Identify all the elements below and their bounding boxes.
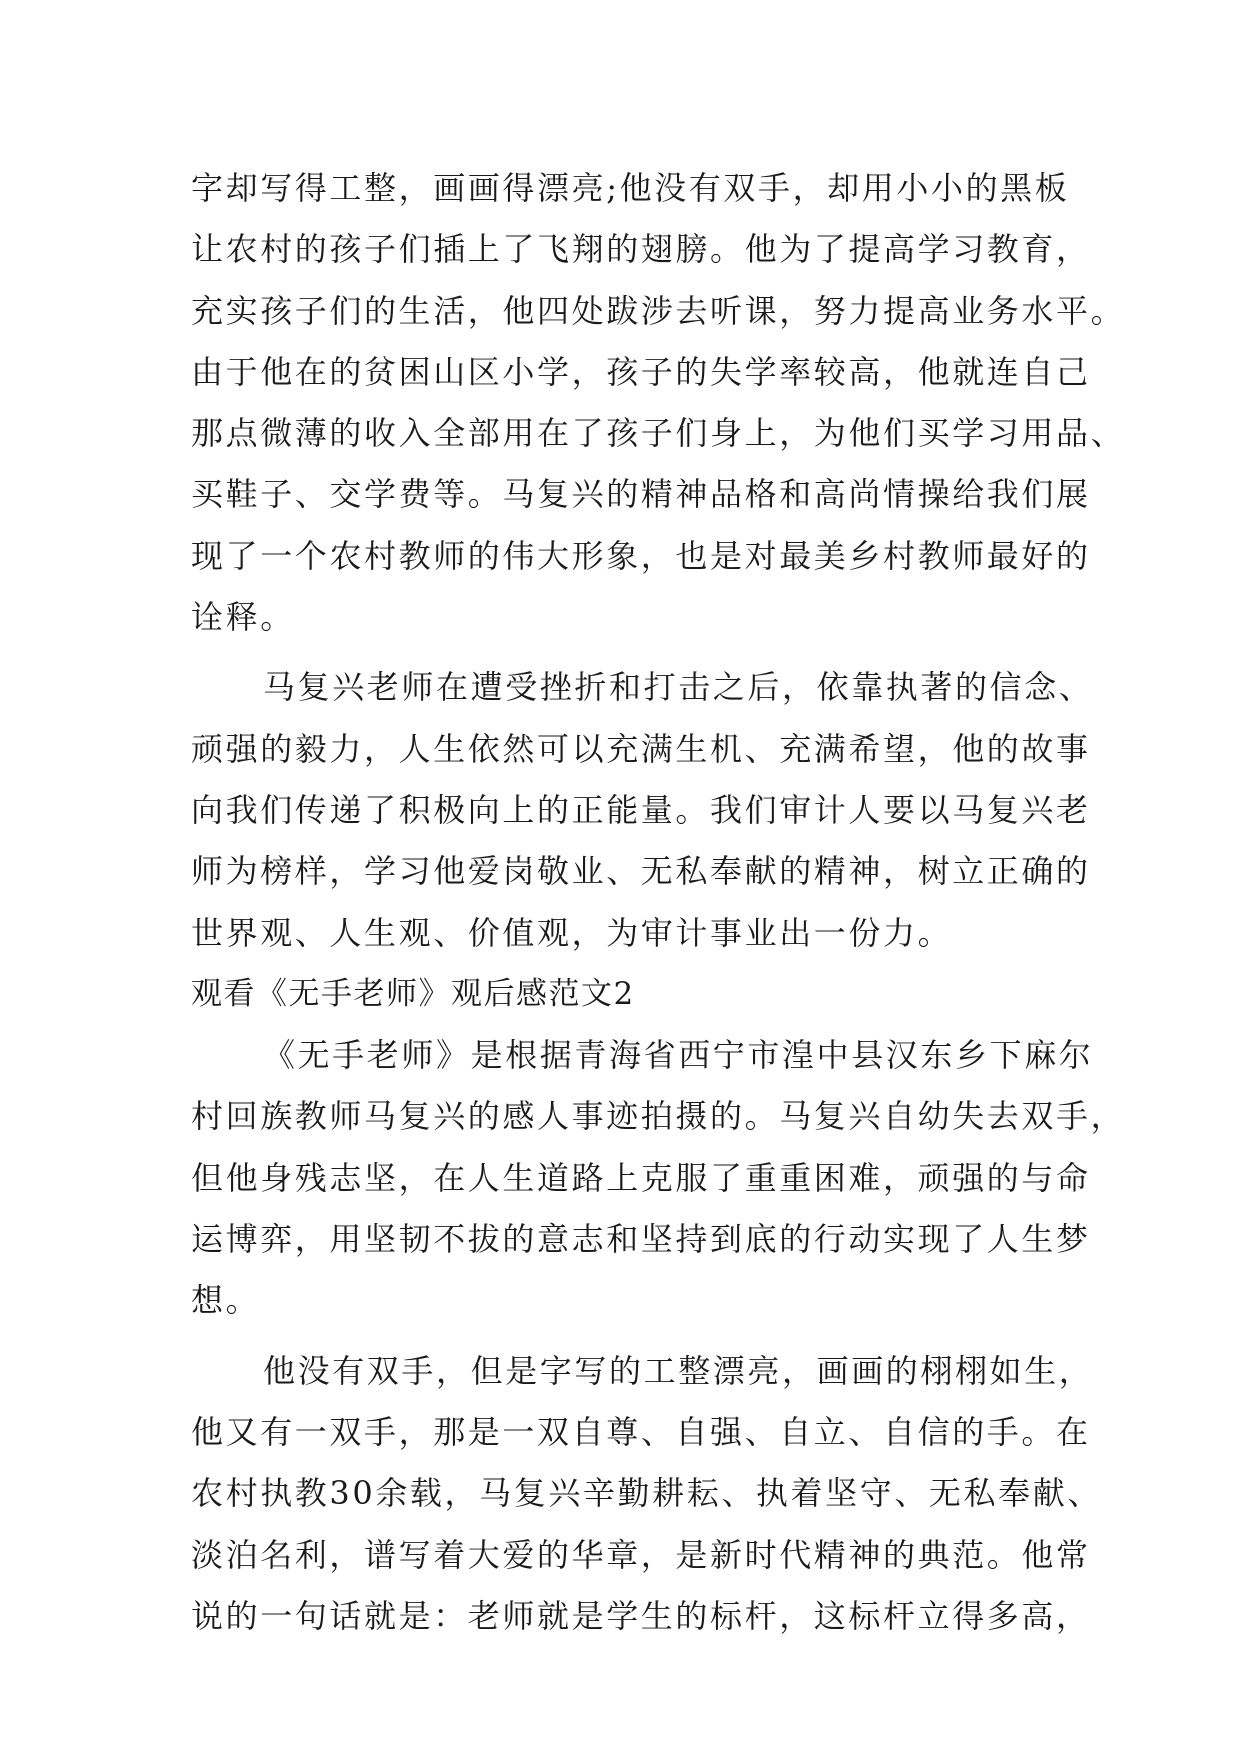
text-line: 村回族教师马复兴的感人事迹拍摄的。马复兴自幼失去双手， — [191, 1097, 1126, 1136]
text-line: 运博弈，用坚韧不拔的意志和坚持到底的行动实现了人生梦 — [191, 1220, 1091, 1259]
document-body — [191, 158, 1126, 1647]
text-line: 诠释。 — [191, 598, 295, 637]
paragraph-4 — [191, 1341, 1102, 1647]
text-line: 想。 — [191, 1281, 261, 1320]
text-line: 说的一句话就是：老师就是学生的标杆，这标杆立得多高， — [191, 1596, 1091, 1635]
section-heading — [191, 964, 1051, 1025]
text-line: 让农村的孩子们插上了飞翔的翅膀。他为了提高学习教育， — [191, 230, 1091, 269]
text-line: 淡泊名利，谱写着大爱的华章，是新时代精神的典范。他常 — [191, 1535, 1091, 1574]
text-line: 农村执教30余载，马复兴辛勤耕耘、执着坚守、无私奉献、 — [191, 1474, 1102, 1513]
paragraph-continued — [191, 158, 1126, 648]
text-line: 向我们传递了积极向上的正能量。我们审计人要以马复兴老 — [191, 790, 1091, 829]
text-line: 世界观、人生观、价值观，为审计事业出一份力。 — [191, 913, 953, 952]
text-line: 但他身残志坚，在人生道路上克服了重重困难，顽强的与命 — [191, 1158, 1091, 1197]
text-line: 字却写得工整，画画得漂亮;他没有双手，却用小小的黑板 — [191, 169, 1070, 207]
text-line: 《无手老师》是根据青海省西宁市湟中县汉东乡下麻尔 — [263, 1036, 1094, 1075]
text-line: 师为榜样，学习他爱岗敬业、无私奉献的精神，树立正确的 — [191, 852, 1091, 891]
text-line: 由于他在的贫困山区小学，孩子的失学率较高，他就连自己 — [191, 352, 1091, 391]
text-line: 他没有双手，但是字写的工整漂亮，画画的栩栩如生， — [263, 1351, 1094, 1390]
text-line: 他又有一双手，那是一双自尊、自强、自立、自信的手。在 — [191, 1412, 1091, 1451]
paragraph-2 — [191, 657, 1094, 963]
heading-text: 观看《无手老师》观后感范文2 — [191, 975, 635, 1012]
text-line: 顽强的毅力，人生依然可以充满生机、充满希望，他的故事 — [191, 729, 1091, 768]
paragraph-3 — [191, 1025, 1126, 1331]
text-line: 充实孩子们的生活，他四处跋涉去听课，努力提高业务水平。 — [191, 291, 1126, 330]
text-line: 那点微薄的收入全部用在了孩子们身上，为他们买学习用品、 — [191, 414, 1126, 453]
text-line: 买鞋子、交学费等。马复兴的精神品格和高尚情操给我们展 — [191, 475, 1091, 514]
text-line: 马复兴老师在遭受挫折和打击之后，依靠执著的信念、 — [263, 668, 1094, 707]
text-line: 现了一个农村教师的伟大形象，也是对最美乡村教师最好的 — [191, 536, 1091, 575]
